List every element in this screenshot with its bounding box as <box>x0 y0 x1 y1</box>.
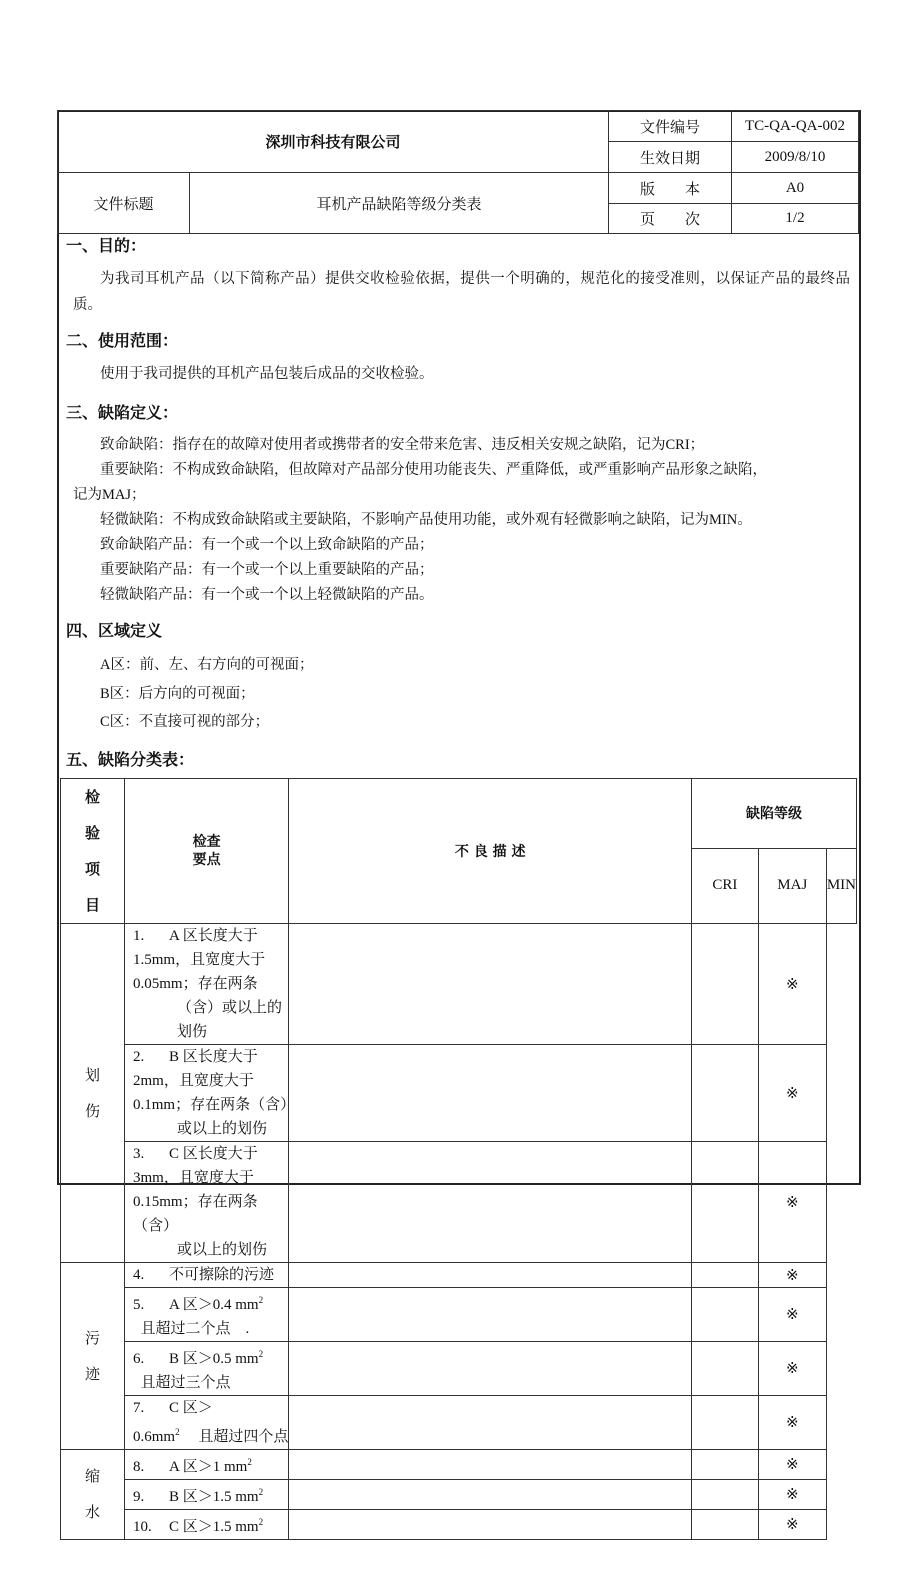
defect-description <box>125 924 289 1045</box>
table-row <box>61 1288 857 1342</box>
level-mark-cri <box>289 1045 692 1142</box>
defect-description <box>125 1263 289 1288</box>
definition-line: 致命缺陷：指存在的故障对使用者或携带者的安全带来危害、违反相关安规之缺陷，记为CRI； <box>100 437 705 453</box>
field-value: 2009/8/10 <box>732 142 859 173</box>
defect-description <box>125 1342 289 1396</box>
defect-description <box>125 1396 289 1450</box>
defect-description <box>125 1450 289 1480</box>
file-title-label: 文件标题 <box>58 173 190 234</box>
level-mark-cri <box>289 1450 692 1480</box>
check-point-text: 污迹 <box>84 1328 100 1383</box>
level-mark-min: ※ <box>758 1510 826 1540</box>
description-text: B 区＞0.5 mm <box>169 1351 259 1367</box>
item-number: 7. <box>133 1400 145 1416</box>
check-point-text: 划伤 <box>84 1065 100 1120</box>
check-point-cell <box>61 1263 125 1450</box>
defect-classification-table <box>60 778 857 1571</box>
section-heading: 四、区域定义 <box>66 621 163 640</box>
table-row <box>61 1342 857 1396</box>
check-point-header <box>125 779 289 924</box>
level-mark-min: ※ <box>758 1288 826 1342</box>
level-mark-min: ※ <box>758 1263 826 1288</box>
field-label: 版 本 <box>609 173 732 204</box>
superscript: 2 <box>258 1295 264 1305</box>
field-value: TC-QA-QA-002 <box>732 111 859 142</box>
level-mark-cri <box>289 1480 692 1510</box>
definition-line: 轻微缺陷：不构成致命缺陷或主要缺陷，不影响产品使用功能，或外观有轻微影响之缺陷，记为MIN。 <box>100 512 752 528</box>
level-mark-cri <box>289 924 692 1045</box>
item-number: 2. <box>133 1049 145 1065</box>
section-paragraph <box>73 433 863 608</box>
field-label: 生效日期 <box>609 142 732 173</box>
blank-cell <box>61 1540 827 1571</box>
item-number: 10. <box>133 1519 152 1535</box>
level-mark-maj <box>692 1142 759 1263</box>
definition-line: 记为MAJ； <box>73 487 146 503</box>
area-line: B区：后方向的可视面； <box>100 685 255 702</box>
blank-row <box>61 1540 857 1571</box>
check-point-cell <box>61 1450 125 1540</box>
description-text: A 区长度大于 1.5mm，且宽度大于 0.05mm；存在两条 <box>133 928 266 992</box>
area-line: A区：前、左、右方向的可视面； <box>100 657 314 673</box>
level-mark-cri <box>289 1142 692 1263</box>
item-number: 6. <box>133 1351 145 1367</box>
table-row <box>61 1045 857 1142</box>
level-mark-maj <box>692 1510 759 1540</box>
definition-line: 轻微缺陷产品：有一个或一个以上轻微缺陷的产品。 <box>100 587 434 603</box>
defect-description <box>125 1510 289 1540</box>
field-value: A0 <box>732 173 859 204</box>
level-mark-min: ※ <box>758 1450 826 1480</box>
section-heading: 三、缺陷定义： <box>66 403 179 422</box>
company-name: 深圳市科技有限公司 <box>58 111 609 173</box>
description-header: 不 良 描 述 <box>289 779 692 924</box>
item-number: 1. <box>133 928 145 944</box>
inspection-item-label: 检验项目 <box>84 788 100 914</box>
paragraph-text: 使用于我司提供的耳机产品包装后成品的交收检验。 <box>100 366 434 382</box>
section-heading: 二、使用范围： <box>66 331 179 350</box>
level-mark-min: ※ <box>758 1480 826 1510</box>
superscript: 2 <box>258 1487 264 1497</box>
level-mark-cri <box>289 1263 692 1288</box>
description-text: C 区＞1.5 mm <box>169 1519 259 1535</box>
superscript: 2 <box>175 1427 180 1437</box>
description-tail: 且超过二个点 . <box>133 1321 250 1337</box>
check-point-text: 缩水 <box>84 1467 100 1521</box>
document-header-table <box>57 110 859 234</box>
check-point-label: 检查要点 <box>192 834 221 868</box>
level-mark-min: ※ <box>758 1142 826 1263</box>
superscript: 2 <box>258 1517 264 1527</box>
check-point-cell <box>61 924 125 1263</box>
level-mark-cri <box>289 1510 692 1540</box>
item-number: 3. <box>133 1146 145 1162</box>
description-text: 不可擦除的污迹 <box>169 1267 275 1283</box>
defect-description <box>125 1480 289 1510</box>
level-header-min: MIN <box>826 848 856 923</box>
section-paragraph <box>73 362 850 388</box>
description-tail: 且超过四个点 <box>179 1429 289 1445</box>
level-header-maj: MAJ <box>758 848 826 923</box>
level-mark-maj <box>692 924 759 1045</box>
level-mark-min: ※ <box>758 1045 826 1142</box>
superscript: 2 <box>258 1349 264 1359</box>
defect-description <box>125 1045 296 1142</box>
description-text: A 区＞0.4 mm <box>169 1297 259 1313</box>
definition-line: 重要缺陷：不构成致命缺陷，但故障对产品部分使用功能丧失、严重降低，或严重影响产品形象之缺陷， <box>100 462 767 478</box>
table-row <box>61 1510 857 1540</box>
level-mark-maj <box>692 1288 759 1342</box>
defect-level-header: 缺陷等级 <box>692 779 857 849</box>
section-paragraph <box>73 267 850 318</box>
table-row <box>61 1450 857 1480</box>
description-line-2: 或以上的划伤 <box>177 1242 268 1258</box>
file-title: 耳机产品缺陷等级分类表 <box>190 173 609 234</box>
description-text: C 区＞0.6mm <box>133 1400 213 1445</box>
section-heading: 五、缺陷分类表： <box>66 750 195 769</box>
description-text: B 区长度大于 2mm，且宽度大于 0.1mm；存在两条（含） <box>133 1049 296 1113</box>
description-text: A 区＞1 mm <box>169 1459 248 1475</box>
table-row <box>61 1480 857 1510</box>
level-header-cri: CRI <box>692 848 759 923</box>
area-line: C区：不直接可视的部分； <box>100 714 270 730</box>
paragraph-text: 为我司耳机产品（以下简称产品）提供交收检验依据，提供一个明确的，规范化的接受准则，以保证产品的最终品质。 <box>73 271 850 313</box>
table-row <box>61 1142 857 1263</box>
defect-description <box>125 1142 289 1263</box>
section-paragraph <box>73 651 863 737</box>
definition-line: 致命缺陷产品：有一个或一个以上致命缺陷的产品； <box>100 537 434 553</box>
description-line-2: 或以上的划伤 <box>177 1121 268 1137</box>
field-label: 文件编号 <box>609 111 732 142</box>
item-number: 9. <box>133 1489 145 1505</box>
table-row <box>61 924 857 1045</box>
table-row <box>61 1396 857 1450</box>
level-mark-maj <box>692 1396 759 1450</box>
description-line-2: （含）或以上的划伤 <box>177 1000 283 1040</box>
item-number: 5. <box>133 1297 145 1313</box>
superscript: 2 <box>247 1457 252 1467</box>
definition-line: 重要缺陷产品：有一个或一个以上重要缺陷的产品； <box>100 562 434 578</box>
level-mark-cri <box>289 1342 692 1396</box>
level-mark-min: ※ <box>758 1396 826 1450</box>
level-mark-maj <box>692 1263 759 1288</box>
defect-description <box>125 1288 289 1342</box>
item-number: 8. <box>133 1459 145 1475</box>
description-text: B 区＞1.5 mm <box>169 1489 259 1505</box>
level-mark-maj <box>692 1450 759 1480</box>
item-number: 4. <box>133 1267 145 1283</box>
level-mark-maj <box>692 1342 759 1396</box>
field-value: 1/2 <box>732 204 859 234</box>
inspection-item-cell <box>61 779 125 924</box>
field-label: 页 次 <box>609 204 732 234</box>
description-text: C 区长度大于 3mm，且宽度大于 0.15mm；存在两条（含） <box>133 1146 258 1234</box>
description-tail: 且超过三个点 <box>133 1375 231 1391</box>
level-mark-min: ※ <box>758 1342 826 1396</box>
table-row <box>61 1263 857 1288</box>
section-heading: 一、目的： <box>66 236 147 255</box>
level-mark-cri <box>289 1396 692 1450</box>
level-mark-min: ※ <box>758 924 826 1045</box>
level-mark-cri <box>289 1288 692 1342</box>
level-mark-maj <box>692 1480 759 1510</box>
level-mark-maj <box>692 1045 759 1142</box>
